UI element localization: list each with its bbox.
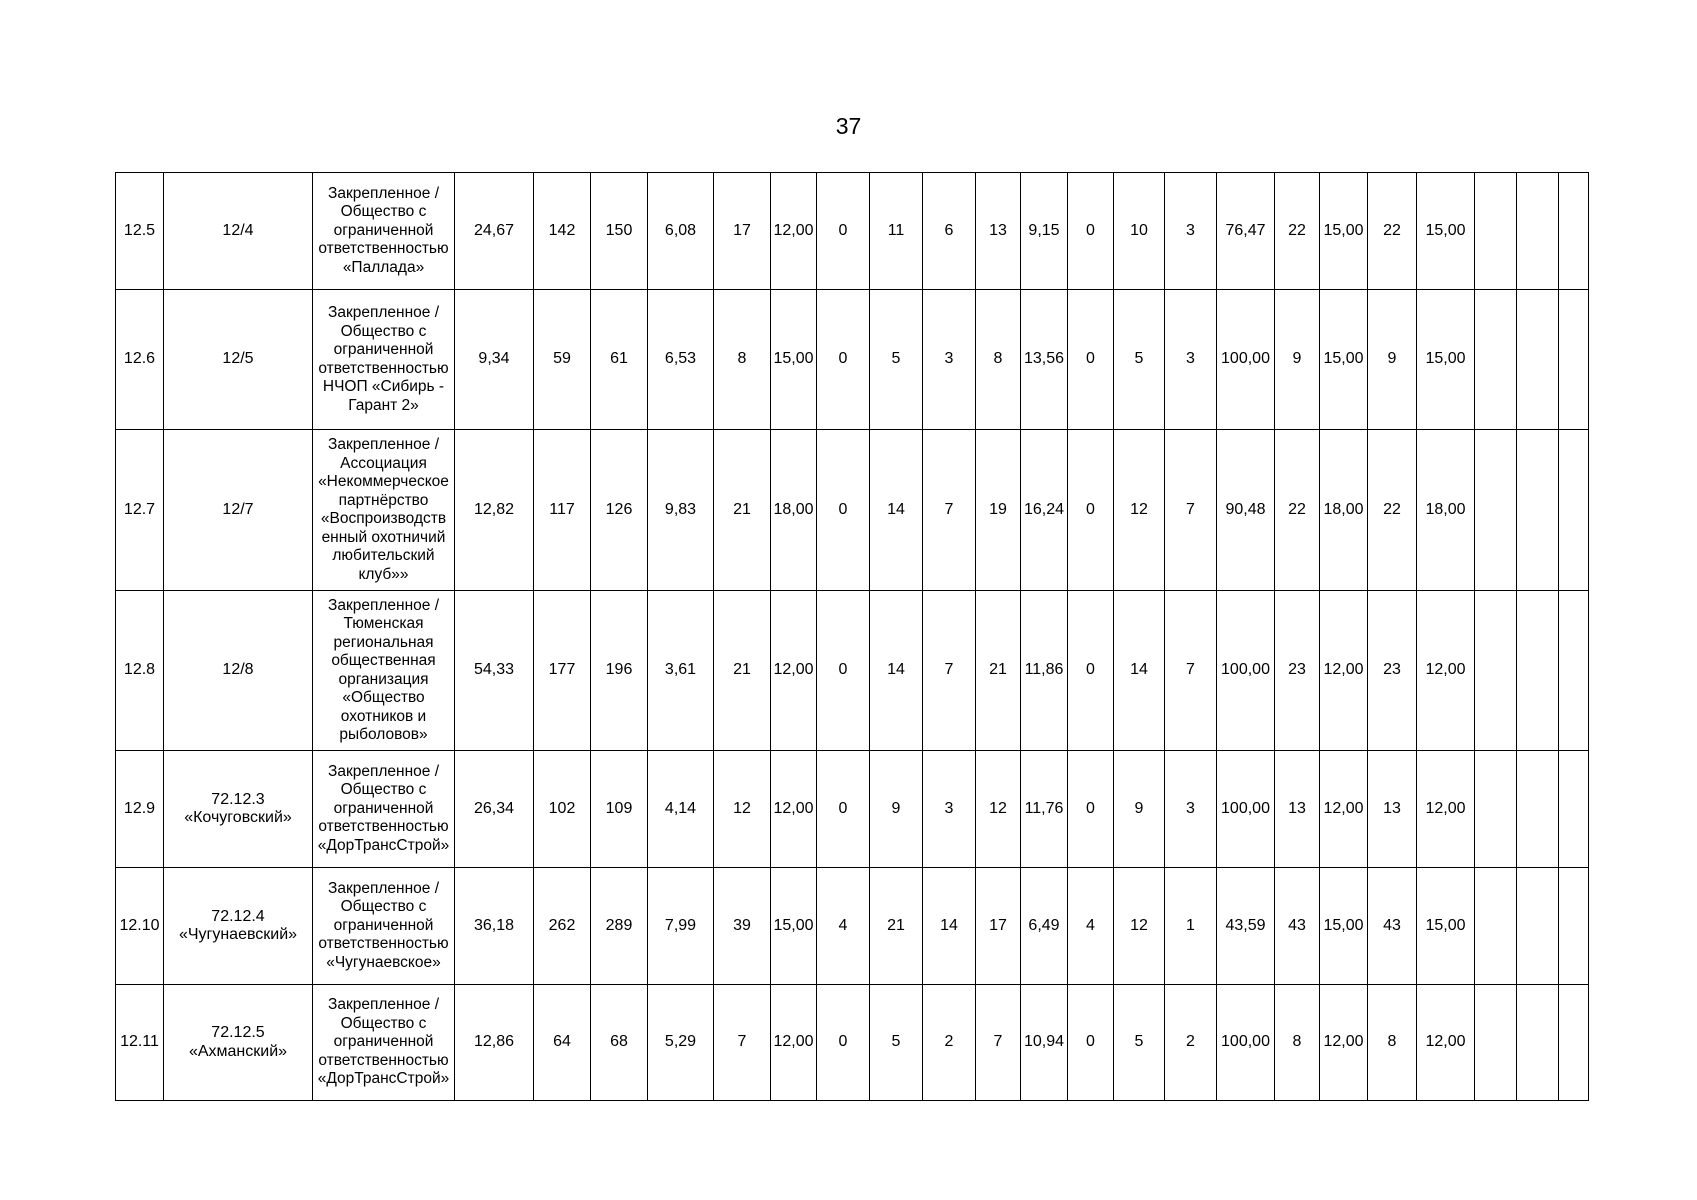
value-cell: 7 [1165,430,1217,591]
value-cell: 7 [923,430,976,591]
value-cell: 6,49 [1021,868,1068,985]
value-cell: 43 [1368,868,1417,985]
value-cell: 3,61 [648,591,714,751]
value-cell: 26,34 [455,751,534,868]
value-cell: 17 [976,868,1021,985]
organization-cell: Закрепленное / Общество с ограниченной ответственностью НЧОП «Сибирь - Гарант 2» [313,290,455,430]
value-cell: 5 [1114,985,1165,1101]
value-cell: 22 [1368,173,1417,290]
value-cell: 4,14 [648,751,714,868]
value-cell: 19 [976,430,1021,591]
area-number-cell: 12/7 [164,430,313,591]
value-cell: 8 [1368,985,1417,1101]
value-cell: 18,00 [1417,430,1475,591]
value-cell: 64 [534,985,591,1101]
value-cell [1517,591,1559,751]
value-cell: 117 [534,430,591,591]
value-cell: 36,18 [455,868,534,985]
value-cell: 39 [714,868,771,985]
hunting-grounds-table [115,172,1589,1101]
value-cell: 109 [591,751,648,868]
value-cell: 15,00 [1320,290,1368,430]
value-cell: 12 [714,751,771,868]
value-cell: 12,00 [771,985,817,1101]
row-number-cell: 12.6 [116,290,164,430]
value-cell: 3 [1165,751,1217,868]
value-cell: 17 [714,173,771,290]
value-cell: 100,00 [1217,290,1275,430]
organization-cell: Закрепленное / Общество с ограниченной ответственностью «ДорТрансСтрой» [313,751,455,868]
value-cell: 9 [1114,751,1165,868]
value-cell [1517,430,1559,591]
value-cell: 76,47 [1217,173,1275,290]
value-cell: 12,00 [1320,751,1368,868]
value-cell: 126 [591,430,648,591]
row-number-cell: 12.10 [116,868,164,985]
value-cell: 8 [1275,985,1320,1101]
value-cell: 90,48 [1217,430,1275,591]
value-cell [1559,868,1589,985]
value-cell [1559,173,1589,290]
value-cell: 23 [1275,591,1320,751]
value-cell: 7 [714,985,771,1101]
value-cell: 9,83 [648,430,714,591]
value-cell: 4 [1068,868,1114,985]
value-cell: 15,00 [1417,173,1475,290]
value-cell [1475,868,1517,985]
area-number-cell: 12/5 [164,290,313,430]
value-cell: 22 [1275,173,1320,290]
value-cell: 22 [1275,430,1320,591]
value-cell: 15,00 [1320,173,1368,290]
value-cell: 142 [534,173,591,290]
value-cell: 12,00 [1417,985,1475,1101]
value-cell [1559,290,1589,430]
value-cell: 15,00 [771,868,817,985]
value-cell: 11 [870,173,923,290]
value-cell: 61 [591,290,648,430]
value-cell: 0 [1068,430,1114,591]
table-body [116,173,1589,1101]
value-cell: 18,00 [1320,430,1368,591]
value-cell: 5 [870,290,923,430]
value-cell: 100,00 [1217,751,1275,868]
value-cell: 15,00 [771,290,817,430]
table-row [116,751,1589,868]
value-cell: 21 [870,868,923,985]
value-cell: 177 [534,591,591,751]
value-cell: 6,08 [648,173,714,290]
row-number-cell: 12.7 [116,430,164,591]
value-cell: 0 [1068,751,1114,868]
organization-cell: Закрепленное / Общество с ограниченной ответственностью «ДорТрансСтрой» [313,985,455,1101]
value-cell [1517,173,1559,290]
value-cell [1517,290,1559,430]
row-number-cell: 12.11 [116,985,164,1101]
value-cell: 16,24 [1021,430,1068,591]
value-cell: 7 [976,985,1021,1101]
value-cell: 12,00 [771,173,817,290]
value-cell [1517,751,1559,868]
value-cell: 12,00 [1417,591,1475,751]
value-cell: 12 [976,751,1021,868]
value-cell: 43 [1275,868,1320,985]
value-cell: 12,00 [1320,985,1368,1101]
value-cell: 0 [1068,985,1114,1101]
value-cell: 14 [923,868,976,985]
value-cell: 0 [817,751,870,868]
value-cell: 12,00 [1320,591,1368,751]
value-cell: 150 [591,173,648,290]
value-cell: 9,15 [1021,173,1068,290]
value-cell: 12 [1114,430,1165,591]
value-cell: 11,86 [1021,591,1068,751]
value-cell [1475,985,1517,1101]
value-cell: 23 [1368,591,1417,751]
value-cell: 10,94 [1021,985,1068,1101]
value-cell [1475,751,1517,868]
value-cell: 9 [1368,290,1417,430]
value-cell: 3 [923,290,976,430]
table-row [116,430,1589,591]
value-cell: 6,53 [648,290,714,430]
organization-cell: Закрепленное / Тюменская региональная общественная организация «Общество охотников и рыболовов» [313,591,455,751]
value-cell: 22 [1368,430,1417,591]
value-cell: 7 [1165,591,1217,751]
area-number-cell: 72.12.3 «Кочуговский» [164,751,313,868]
value-cell: 12,00 [1417,751,1475,868]
value-cell: 12,00 [771,751,817,868]
organization-cell: Закрепленное / Общество с ограниченной ответственностью «Чугунаевское» [313,868,455,985]
value-cell: 14 [870,430,923,591]
table-row [116,868,1589,985]
area-number-cell: 12/8 [164,591,313,751]
value-cell: 0 [817,430,870,591]
value-cell [1559,985,1589,1101]
value-cell: 59 [534,290,591,430]
value-cell: 24,67 [455,173,534,290]
value-cell: 9 [1275,290,1320,430]
organization-cell: Закрепленное / Общество с ограниченной ответственностью «Паллада» [313,173,455,290]
value-cell: 12,00 [771,591,817,751]
value-cell [1559,430,1589,591]
value-cell: 2 [923,985,976,1101]
area-number-cell: 12/4 [164,173,313,290]
value-cell: 9 [870,751,923,868]
value-cell: 12,86 [455,985,534,1101]
value-cell [1475,591,1517,751]
value-cell: 68 [591,985,648,1101]
value-cell: 0 [1068,290,1114,430]
row-number-cell: 12.9 [116,751,164,868]
table-row [116,173,1589,290]
value-cell: 5 [1114,290,1165,430]
value-cell: 196 [591,591,648,751]
value-cell: 12 [1114,868,1165,985]
value-cell: 2 [1165,985,1217,1101]
value-cell: 13 [976,173,1021,290]
table-row [116,985,1589,1101]
value-cell: 262 [534,868,591,985]
value-cell: 15,00 [1417,290,1475,430]
value-cell: 5,29 [648,985,714,1101]
value-cell: 13 [1368,751,1417,868]
value-cell: 6 [923,173,976,290]
value-cell: 18,00 [771,430,817,591]
value-cell: 15,00 [1320,868,1368,985]
value-cell: 0 [817,290,870,430]
value-cell [1559,591,1589,751]
value-cell: 8 [976,290,1021,430]
value-cell: 3 [923,751,976,868]
value-cell: 9,34 [455,290,534,430]
table-row [116,290,1589,430]
value-cell: 8 [714,290,771,430]
value-cell: 0 [1068,173,1114,290]
table-row [116,591,1589,751]
value-cell: 7 [923,591,976,751]
value-cell: 10 [1114,173,1165,290]
value-cell [1475,430,1517,591]
value-cell: 54,33 [455,591,534,751]
value-cell: 13 [1275,751,1320,868]
value-cell: 289 [591,868,648,985]
page-number: 37 [835,113,862,139]
value-cell: 0 [1068,591,1114,751]
value-cell: 100,00 [1217,985,1275,1101]
value-cell: 5 [870,985,923,1101]
value-cell: 11,76 [1021,751,1068,868]
value-cell: 7,99 [648,868,714,985]
value-cell: 0 [817,591,870,751]
value-cell: 0 [817,173,870,290]
value-cell [1517,868,1559,985]
value-cell: 3 [1165,290,1217,430]
value-cell: 3 [1165,173,1217,290]
area-number-cell: 72.12.4 «Чугунаевский» [164,868,313,985]
value-cell: 100,00 [1217,591,1275,751]
organization-cell: Закрепленное / Ассоциация «Некоммерческое партнёрство «Воспроизводств енный охотничий любительский клуб»» [313,430,455,591]
value-cell: 12,82 [455,430,534,591]
value-cell: 13,56 [1021,290,1068,430]
value-cell: 43,59 [1217,868,1275,985]
area-number-cell: 72.12.5 «Ахманский» [164,985,313,1101]
value-cell: 14 [1114,591,1165,751]
row-number-cell: 12.5 [116,173,164,290]
value-cell: 14 [870,591,923,751]
row-number-cell: 12.8 [116,591,164,751]
value-cell: 4 [817,868,870,985]
value-cell [1559,751,1589,868]
value-cell: 21 [714,591,771,751]
value-cell: 102 [534,751,591,868]
value-cell: 0 [817,985,870,1101]
value-cell: 15,00 [1417,868,1475,985]
value-cell [1475,173,1517,290]
value-cell: 21 [714,430,771,591]
value-cell [1517,985,1559,1101]
value-cell: 21 [976,591,1021,751]
value-cell [1475,290,1517,430]
value-cell: 1 [1165,868,1217,985]
